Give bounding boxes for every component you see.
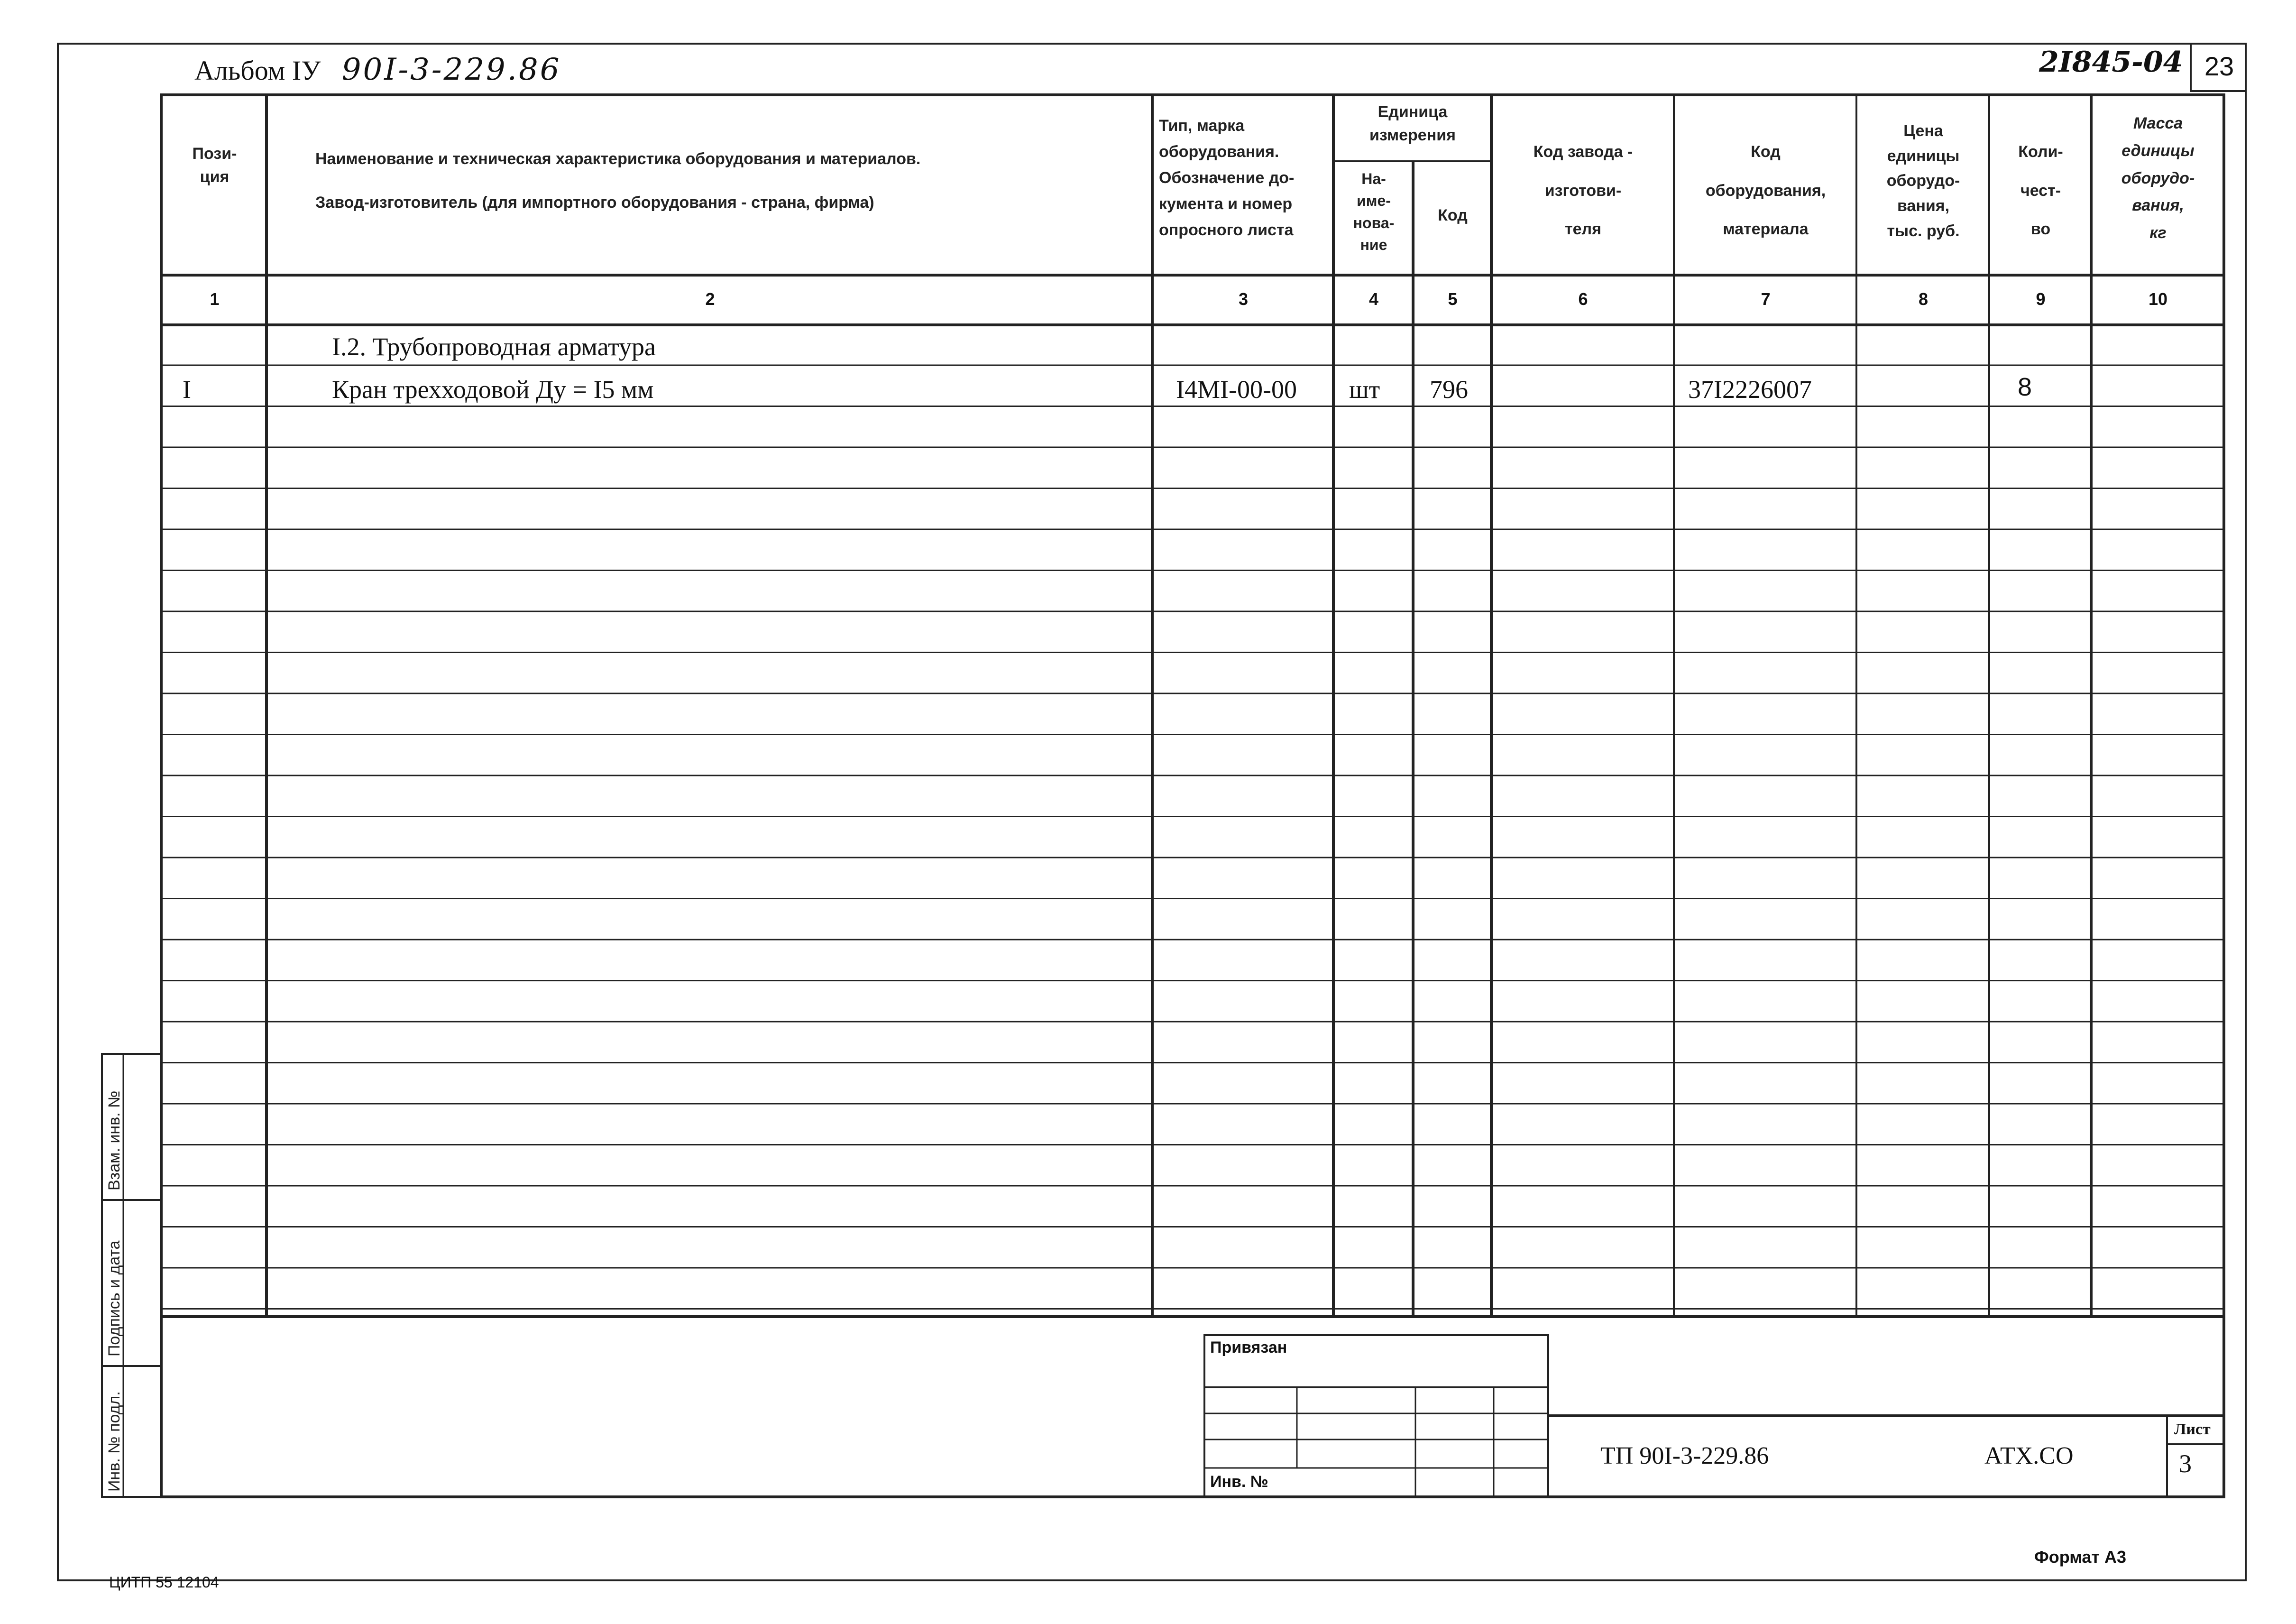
stamp-tp-number: ТП 90I-3-229.86 bbox=[1600, 1442, 1769, 1469]
col-header-unit-code: Код bbox=[1438, 206, 1468, 224]
row1-unit-code: 796 bbox=[1430, 375, 1468, 404]
col-num-8: 8 bbox=[1918, 289, 1929, 309]
col-num-10: 10 bbox=[2148, 289, 2168, 309]
album-label: Альбом IУ bbox=[194, 55, 321, 86]
col-num-2: 2 bbox=[705, 289, 715, 309]
col-header-name: Наименование и техническая характеристика оборудования и материалов. Завод-изготовитель (для импортного оборудования - страна, фирма) bbox=[315, 150, 921, 212]
row1-equipment-code: 37I2226007 bbox=[1688, 375, 1812, 404]
stamp-inv-no: Инв. № bbox=[1210, 1473, 1268, 1491]
col-header-position: Пози- ция bbox=[192, 145, 237, 186]
document-number: 2I845-04 bbox=[2039, 46, 2183, 79]
col-num-4: 4 bbox=[1368, 289, 1379, 309]
col-header-price: Цена единицы оборудо- вания, тыс. руб. bbox=[1886, 122, 1960, 240]
row1-position: I bbox=[183, 375, 191, 404]
page-number: 23 bbox=[2190, 43, 2247, 92]
col-num-6: 6 bbox=[1578, 289, 1588, 309]
side-label-original-inv: Инв. № подл. bbox=[105, 1391, 123, 1492]
col-num-1: 1 bbox=[210, 289, 220, 309]
stamp-sheet-label: Лист bbox=[2174, 1421, 2211, 1438]
format-label: Формат А3 bbox=[2034, 1547, 2127, 1567]
table-row-section-title: I.2. Трубопроводная арматура bbox=[332, 332, 656, 361]
row1-type: I4MI-00-00 bbox=[1176, 375, 1297, 404]
col-header-quantity: Коли- чест- во bbox=[2018, 143, 2063, 239]
col-header-unit-name: На- име- нова- ние bbox=[1353, 170, 1395, 254]
col-num-9: 9 bbox=[2036, 289, 2046, 309]
row1-name: Кран трехходовой Ду = I5 мм bbox=[332, 375, 654, 404]
stamp-doc-code: АТХ.СО bbox=[1984, 1442, 2074, 1469]
project-number: 90I-3-229.86 bbox=[341, 52, 561, 87]
side-label-signature-date: Подпись и дата bbox=[105, 1240, 123, 1356]
col-num-3: 3 bbox=[1238, 289, 1249, 309]
col-header-plant-code: Код завода - изготови- теля bbox=[1533, 143, 1633, 239]
row1-unit: шт bbox=[1349, 375, 1380, 404]
col-num-7: 7 bbox=[1761, 289, 1771, 309]
col-header-equipment-code: Код оборудования, материала bbox=[1705, 143, 1826, 239]
col-header-mass: Масса единицы оборудо- вания, кг bbox=[2121, 114, 2195, 242]
stamp-sheet-number: 3 bbox=[2179, 1449, 2192, 1478]
col-header-unit-group: Единица измерения bbox=[1369, 103, 1456, 145]
row1-quantity: 8 bbox=[2018, 373, 2032, 401]
stamp-privyazan: Привязан bbox=[1210, 1338, 1287, 1356]
side-label-replaced-inv: Взам. инв. № bbox=[105, 1090, 123, 1190]
col-num-5: 5 bbox=[1448, 289, 1458, 309]
col-header-type: Тип, марка оборудования. Обозначение до- кумента и номер опросного листа bbox=[1159, 117, 1295, 240]
citp-label: ЦИТП 55 12104 bbox=[109, 1574, 219, 1591]
